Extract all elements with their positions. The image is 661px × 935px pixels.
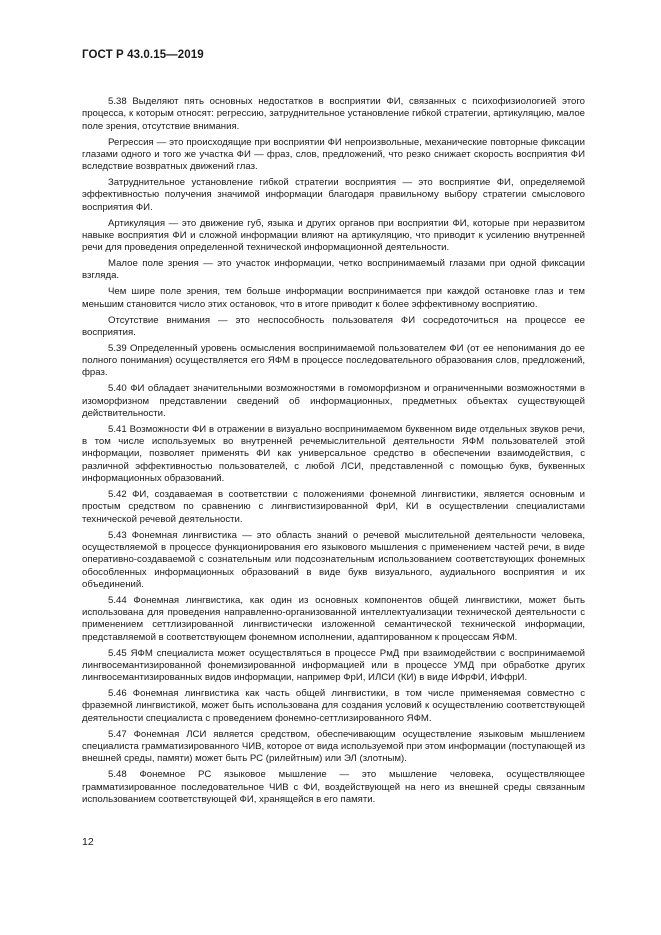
paragraph: Регрессия — это происходящие при восприятии ФИ непроизвольные, механические повторные фиксации глазами одного и того же участка ФИ — фраз, слов, предложений, что резко снижает скорость восприятия ФИ вследствие возвратных движений глаз. [82, 136, 585, 173]
paragraph: 5.38 Выделяют пять основных недостатков в восприятии ФИ, связанных с психофизиологией этого процесса, к которым относят: регрессию, затруднительное установление гибкой стратегии, артикуляцию, малое поле зрения, отсутствие внимания. [82, 96, 585, 132]
paragraph: 5.46 Фонемная лингвистика как часть общей лингвистики, в том числе применяемая совместно с фраземной лингвистикой, может быть использована для создания условий к осуществлению соответствующей деятельности специалиста с проведением фонемно-сеттлизированного ЯФМ. [82, 688, 585, 724]
paragraph: Затруднительное установление гибкой стратегии восприятия — это восприятие ФИ, определяемой эффективностью получения значимой информации благодаря правильному выбору стратегии смыслового восприятия ФИ. [82, 177, 585, 213]
page-number: 12 [82, 836, 94, 848]
paragraph: 5.42 ФИ, создаваемая в соответствии с положениями фонемной лингвистики, является основным и простым средством по сравнению с лингвистизированной ФрИ, КИ в осуществлении специалистами технической речевой деятельности. [82, 488, 585, 525]
paragraph: 5.47 Фонемная ЛСИ является средством, обеспечивающим осуществление языковым мышлением специалиста грамматизированного ЧИВ, которое от вида используемой при этом информации (поступающей из внешней среды, памяти) может быть РС (рилейтным) или ЭЛ (злотным). [82, 728, 585, 765]
paragraph: 5.43 Фонемная лингвистика — это область знаний о речевой мыслительной деятельности человека, осуществляемой в процессе функционирования его языкового мышления с применением частей речи, в виде оперативно-создаваемой с сознательным или подсознательным использованием соответствующих фонемных обособленных информационных образований в виде букв визуального, аудиального восприятия и их объединений. [82, 529, 585, 590]
paragraph: Чем шире поле зрения, тем больше информации воспринимается при каждой остановке глаз и тем меньшим становится число этих остановок, что в итоге приводит к более эффективному восприятию. [82, 286, 585, 310]
paragraph: 5.41 Возможности ФИ в отражении в визуально воспринимаемом буквенном виде отдельных звуков речи, в том числе используемых во внутренней речемыслительной деятельности ЯФМ пользователей этой информации, позволяет применять ФИ как универсальное средство в обеспечении взаимодействия, с различной эффективностью пользователей, с любой ЛСИ, представленной с помощью букв, буквенных информационных образований. [82, 423, 585, 485]
paragraph: Отсутствие внимания — это неспособность пользователя ФИ сосредоточиться на процессе ее восприятия. [82, 314, 585, 338]
paragraph: 5.44 Фонемная лингвистика, как один из основных компонентов общей лингвистики, может быть использована для проведения направленно-организованной интеллектуализации технической деятельности с применением сеттлизированной лингвистически изложенной семантической технической информации, представляемой в соответствующем фонемном исполнении, адаптированном к процессам ЯФМ. [82, 594, 585, 643]
paragraph: 5.45 ЯФМ специалиста может осуществляться в процессе РмД при взаимодействии с воспринимаемой лингвосемантизированной фонемизированной информацией или в процессе УМД при обработке других лингвосемантизированных видов информации, например ФрИ, ИЛСИ (КИ) в виде ИФрФИ, ИФфрИ. [82, 647, 585, 684]
paragraph: 5.39 Определенный уровень осмысления воспринимаемой пользователем ФИ (от ее непонимания до ее полного понимания) осуществляется его ЯФМ в процессе последовательного образования слов, предложений, фраз. [82, 342, 585, 379]
paragraph: Малое поле зрения — это участок информации, четко воспринимаемый глазами при одной фиксации взгляда. [82, 258, 585, 282]
paragraph: 5.48 Фонемное РС языковое мышление — это мышление человека, осуществляющее грамматизированное последовательное ЧИВ с ФИ, воздействующей на него из внешней среды связанным использованием соответствующей ФИ, хранящейся в его памяти. [82, 769, 585, 805]
paragraph: 5.40 ФИ обладает значительными возможностями в гомоморфизном и ограниченными возможностями в изоморфизном представлении сведений об информационных, предметных объектах существующей действительности. [82, 383, 585, 419]
document-header: ГОСТ Р 43.0.15—2019 [82, 49, 204, 61]
document-body [82, 96, 585, 810]
paragraph: Артикуляция — это движение губ, языка и других органов при восприятии ФИ, которые при неразвитом навыке восприятия ФИ и сложной информации влияют на артикуляцию, что приводит к усилению внутренней речи для проведения определенной технической информационной деятельности. [82, 217, 585, 254]
